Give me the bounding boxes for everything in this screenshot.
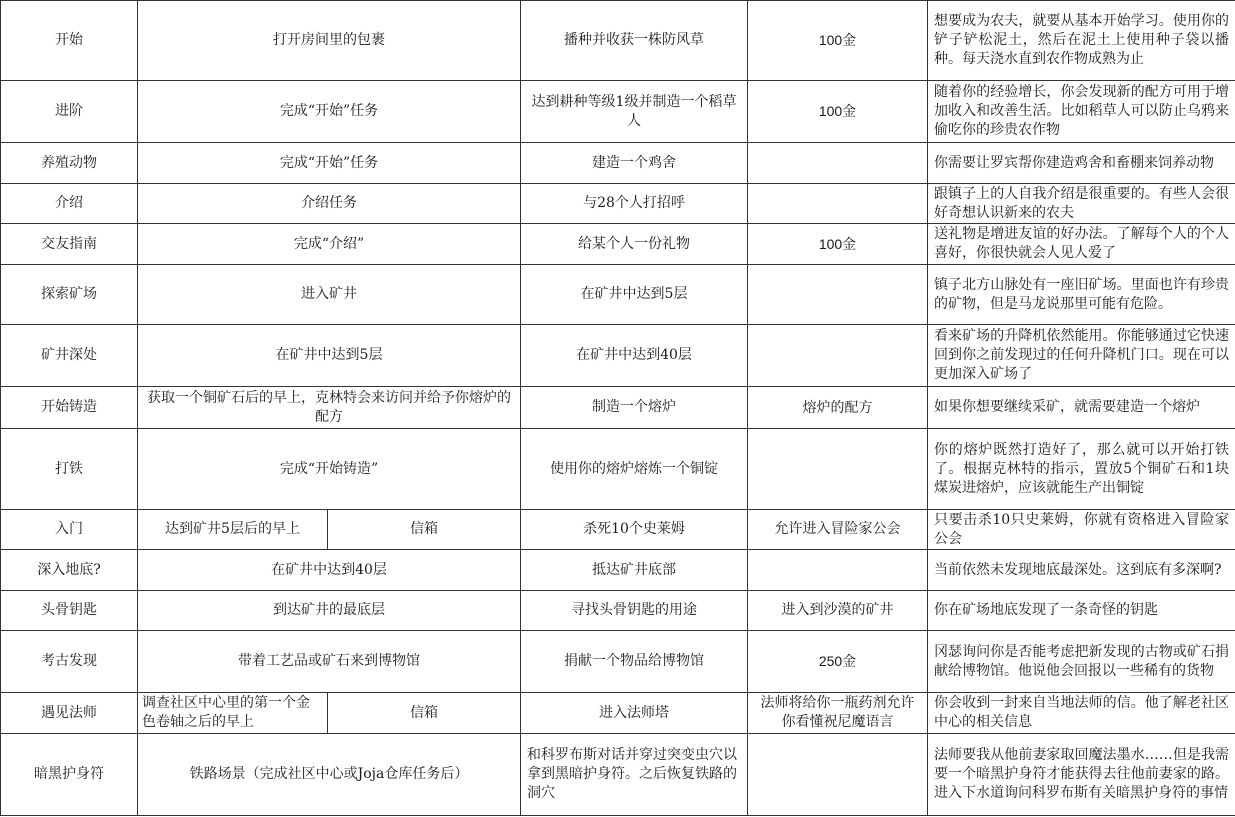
quest-goal: 播种并收获一株防风草 xyxy=(521,1,748,81)
table-row xyxy=(1,510,1235,550)
quest-requirement: 带着工艺品或矿石来到博物馆 xyxy=(138,631,521,693)
quest-name: 养殖动物 xyxy=(1,143,138,184)
quest-goal: 制造一个熔炉 xyxy=(521,387,748,429)
quest-requirement: 进入矿井 xyxy=(138,265,521,325)
quest-description: 冈瑟询问你是否能考虑把新发现的古物或矿石捐献给博物馆。他说他会回报以一些稀有的货物 xyxy=(928,631,1235,693)
table-row xyxy=(1,693,1235,734)
quest-name: 矿井深处 xyxy=(1,325,138,387)
quest-description: 如果你想要继续采矿，就需要建造一个熔炉 xyxy=(928,387,1235,429)
quest-description: 只要击杀10只史莱姆，你就有资格进入冒险家公会 xyxy=(928,510,1235,550)
quest-description: 你需要让罗宾帮你建造鸡舍和畜棚来饲养动物 xyxy=(928,143,1235,184)
table-row xyxy=(1,143,1235,184)
quest-goal: 与28个人打招呼 xyxy=(521,184,748,224)
quest-name: 打铁 xyxy=(1,429,138,510)
table-row xyxy=(1,631,1235,693)
quest-reward: 250金 xyxy=(748,631,928,693)
table-row xyxy=(1,591,1235,631)
quest-goal: 进入法师塔 xyxy=(521,693,748,734)
quest-description: 你的熔炉既然打造好了，那么就可以开始打铁了。根据克林特的指示，置放5个铜矿石和1块煤炭进熔炉，应该就能生产出铜锭 xyxy=(928,429,1235,510)
quest-requirement: 完成“开始”任务 xyxy=(138,81,521,143)
quest-description: 你会收到一封来自当地法师的信。他了解老社区中心的相关信息 xyxy=(928,693,1235,734)
quest-requirement: 完成“开始铸造” xyxy=(138,429,521,510)
table-row xyxy=(1,429,1235,510)
quest-requirement: 介绍任务 xyxy=(138,184,521,224)
table-row xyxy=(1,325,1235,387)
quest-requirement: 获取一个铜矿石后的早上，克林特会来访问并给予你熔炉的配方 xyxy=(138,387,521,429)
quest-name: 深入地底? xyxy=(1,550,138,591)
table-row xyxy=(1,734,1235,816)
quest-description: 你在矿场地底发现了一条奇怪的钥匙 xyxy=(928,591,1235,631)
quest-goal: 建造一个鸡舍 xyxy=(521,143,748,184)
quest-reward xyxy=(748,325,928,387)
quest-requirement: 完成“开始”任务 xyxy=(138,143,521,184)
quest-description: 想要成为农夫，就要从基本开始学习。使用你的铲子铲松泥土，然后在泥土上使用种子袋以播种。每天浇水直到农作物成熟为止 xyxy=(928,1,1235,81)
quest-delivery: 信箱 xyxy=(328,510,521,550)
quest-reward xyxy=(748,184,928,224)
quest-goal: 捐献一个物品给博物馆 xyxy=(521,631,748,693)
quest-requirement: 在矿井中达到40层 xyxy=(138,550,521,591)
table-row xyxy=(1,81,1235,143)
quest-description: 镇子北方山脉处有一座旧矿场。里面也许有珍贵的矿物，但是马龙说那里可能有危险。 xyxy=(928,265,1235,325)
quest-name: 进阶 xyxy=(1,81,138,143)
quest-reward: 法师将给你一瓶药剂允许你看懂祝尼魔语言 xyxy=(748,693,928,734)
quest-goal: 寻找头骨钥匙的用途 xyxy=(521,591,748,631)
quest-delivery: 信箱 xyxy=(328,693,521,734)
quest-name: 遇见法师 xyxy=(1,693,138,734)
table-row xyxy=(1,265,1235,325)
quest-goal: 在矿井中达到40层 xyxy=(521,325,748,387)
quest-reward: 100金 xyxy=(748,224,928,265)
quest-requirement: 打开房间里的包裹 xyxy=(138,1,521,81)
quest-name: 介绍 xyxy=(1,184,138,224)
quest-name: 开始铸造 xyxy=(1,387,138,429)
table-row xyxy=(1,387,1235,429)
quest-description: 法师要我从他前妻家取回魔法墨水……但是我需要一个暗黑护身符才能获得去往他前妻家的路。进入下水道询问科罗布斯有关暗黑护身符的事情 xyxy=(928,734,1235,816)
table-row xyxy=(1,1,1235,81)
table-row xyxy=(1,224,1235,265)
quest-reward xyxy=(748,265,928,325)
quest-requirement: 达到矿井5层后的早上 xyxy=(138,510,328,550)
quest-name: 开始 xyxy=(1,1,138,81)
quest-goal: 在矿井中达到5层 xyxy=(521,265,748,325)
quest-requirement: 调查社区中心里的第一个金色卷轴之后的早上 xyxy=(138,693,328,734)
table-row xyxy=(1,550,1235,591)
quest-goal: 杀死10个史莱姆 xyxy=(521,510,748,550)
quest-reward xyxy=(748,429,928,510)
quest-name: 交友指南 xyxy=(1,224,138,265)
quest-reward: 100金 xyxy=(748,81,928,143)
quest-reward: 100金 xyxy=(748,1,928,81)
quest-requirement: 完成“介绍” xyxy=(138,224,521,265)
quest-reward xyxy=(748,734,928,816)
quest-reward: 允许进入冒险家公会 xyxy=(748,510,928,550)
quest-goal: 使用你的熔炉熔炼一个铜锭 xyxy=(521,429,748,510)
quest-name: 入门 xyxy=(1,510,138,550)
quest-name: 探索矿场 xyxy=(1,265,138,325)
quest-requirement: 到达矿井的最底层 xyxy=(138,591,521,631)
quest-goal: 给某个人一份礼物 xyxy=(521,224,748,265)
quest-requirement: 在矿井中达到5层 xyxy=(138,325,521,387)
quest-description: 随着你的经验增长，你会发现新的配方可用于增加收入和改善生活。比如稻草人可以防止乌鸦来偷吃你的珍贵农作物 xyxy=(928,81,1235,143)
quest-name: 暗黑护身符 xyxy=(1,734,138,816)
table-row xyxy=(1,184,1235,224)
quest-reward xyxy=(748,143,928,184)
quest-description: 跟镇子上的人自我介绍是很重要的。有些人会很好奇想认识新来的农夫 xyxy=(928,184,1235,224)
quest-goal: 抵达矿井底部 xyxy=(521,550,748,591)
quest-description: 送礼物是增进友谊的好办法。了解每个人的个人喜好，你很快就会人见人爱了 xyxy=(928,224,1235,265)
quest-requirement: 铁路场景（完成社区中心或Joja仓库任务后） xyxy=(138,734,521,816)
quest-name: 头骨钥匙 xyxy=(1,591,138,631)
quest-description: 当前依然未发现地底最深处。这到底有多深啊? xyxy=(928,550,1235,591)
quest-goal: 达到耕种等级1级并制造一个稻草人 xyxy=(521,81,748,143)
quest-description: 看来矿场的升降机依然能用。你能够通过它快速回到你之前发现过的任何升降机门口。现在可以更加深入矿场了 xyxy=(928,325,1235,387)
quest-reward: 熔炉的配方 xyxy=(748,387,928,429)
quest-name: 考古发现 xyxy=(1,631,138,693)
quest-reward xyxy=(748,550,928,591)
quest-goal: 和科罗布斯对话并穿过突变虫穴以拿到黑暗护身符。之后恢复铁路的洞穴 xyxy=(521,734,748,816)
quest-reward: 进入到沙漠的矿井 xyxy=(748,591,928,631)
